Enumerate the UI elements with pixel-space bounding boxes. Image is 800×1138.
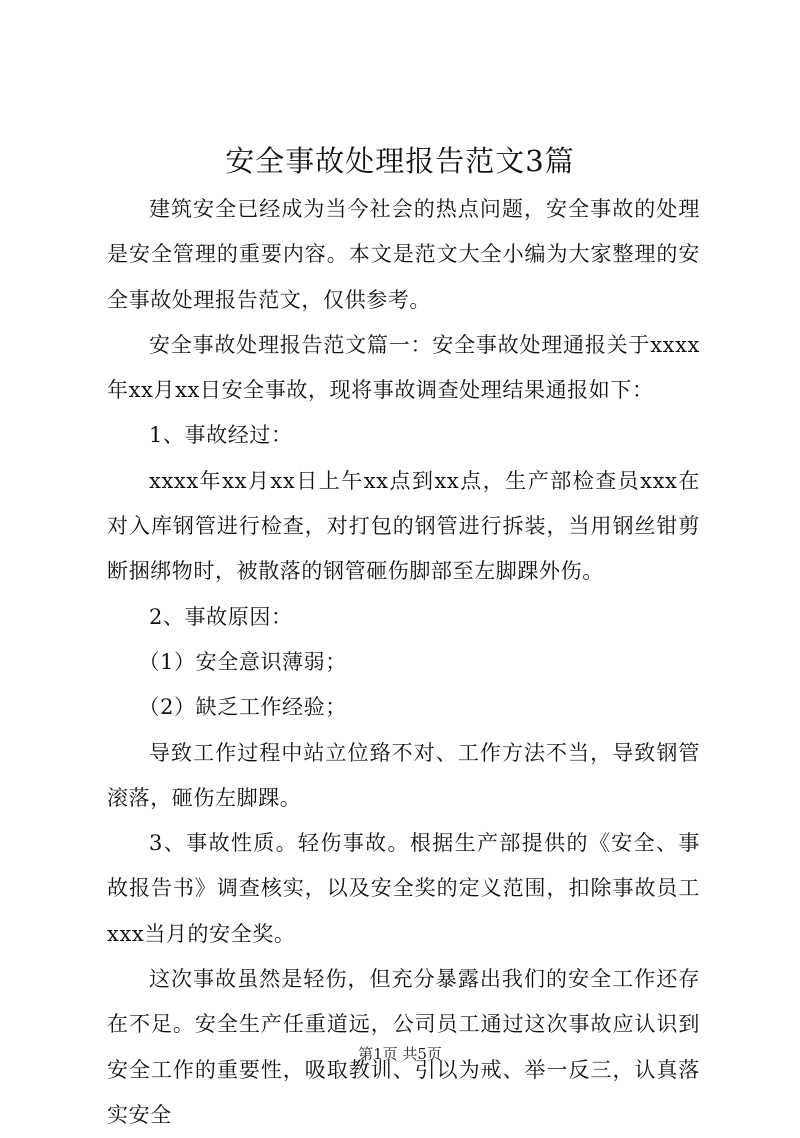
cause-item-2: （2）缺乏工作经验； — [138, 695, 347, 720]
section-one-heading-paragraph: 安全事故处理报告范文篇一：安全事故处理通报关于xxxx年xx月xx日安全事故，现将事故调查处理结果通报如下： — [107, 332, 700, 403]
page-number-footer: 第1页 共5页 — [358, 1045, 442, 1063]
incident-cause-heading: 2、事故原因： — [149, 604, 293, 629]
incident-nature-paragraph: 3、事故性质。轻伤事故。根据生产部提供的《安全、事故报告书》调查核实，以及安全奖的定义范围，扣除事故员工xxx当月的安全奖。 — [107, 831, 700, 946]
document-body — [107, 187, 700, 1138]
intro-paragraph: 建筑安全已经成为当今社会的热点问题，安全事故的处理是安全管理的重要内容。本文是范文大全小编为大家整理的安全事故处理报告范文，仅供参考。 — [107, 197, 700, 312]
cause-item-1: （1）安全意识薄弱； — [138, 649, 347, 674]
conclusion-paragraph: 这次事故虽然是轻伤，但充分暴露出我们的安全工作还存在不足。安全生产任重道远，公司员工通过这次事故应认识到安全工作的重要性，吸取教训、引以为戒、举一反三，认真落实安全 — [107, 967, 700, 1127]
incident-process-heading: 1、事故经过： — [149, 423, 293, 448]
document-title: 安全事故处理报告范文3篇 — [225, 144, 575, 178]
cause-result-paragraph: 导致工作过程中站立位臵不对、工作方法不当，导致钢管滚落，砸伤左脚踝。 — [107, 740, 700, 810]
incident-process-paragraph: xxxx年xx月xx日上午xx点到xx点，生产部检查员xxx在对入库钢管进行检查，对打包的钢管进行拆装，当用钢丝钳剪断捆绑物时，被散落的钢管砸伤脚部至左脚踝外伤。 — [107, 468, 700, 584]
